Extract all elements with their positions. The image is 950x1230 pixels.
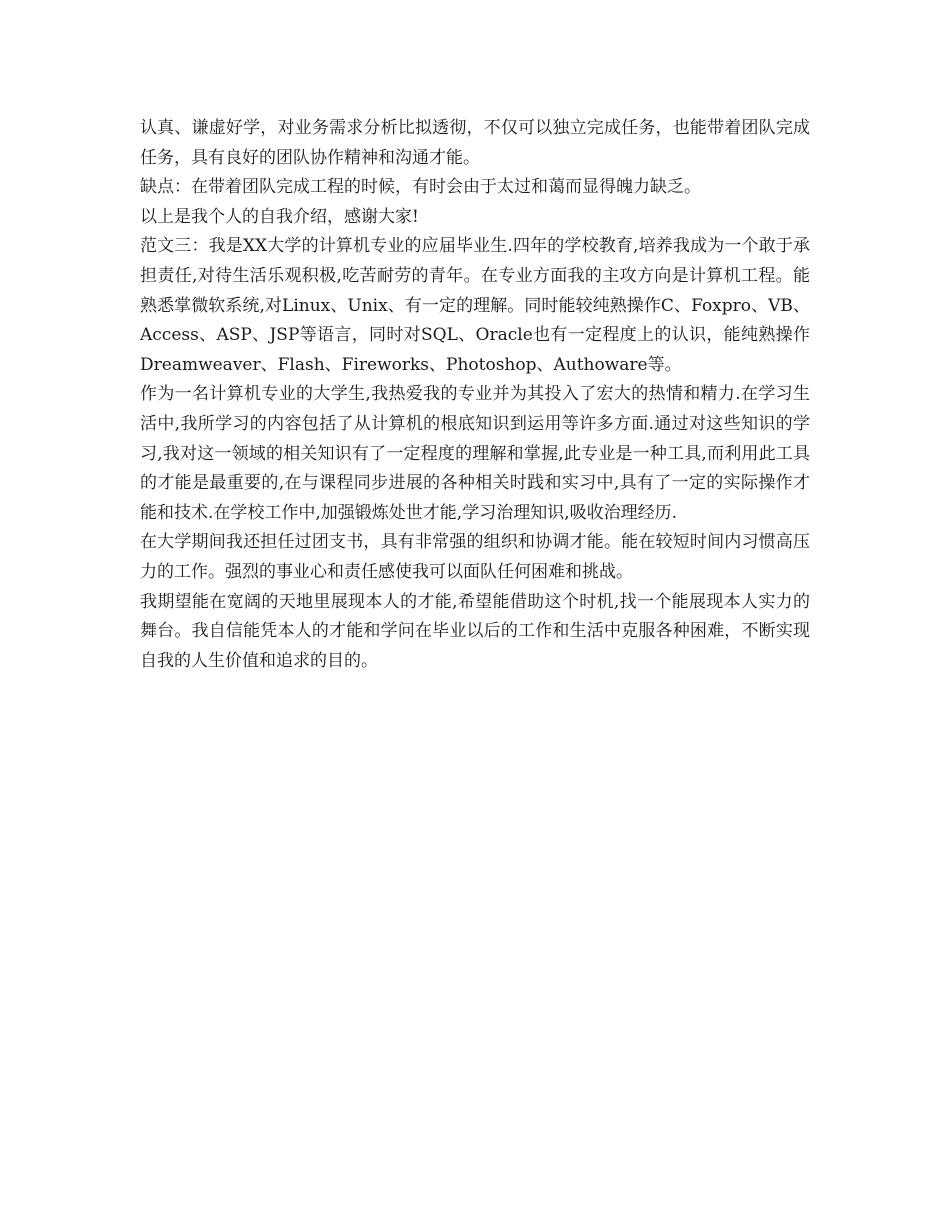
paragraph-closing: 以上是我个人的自我介绍，感谢大家! [140,206,419,227]
paragraph-aspiration: 我期望能在宽阔的天地里展现本人的才能,希望能借助这个时机,找一个能展现本人实力的舞台。我自信能凭本人的才能和学问在毕业以后的工作和生活中克服各种困难，不断实现自我的人生价值和追求的目的。 [140,591,810,671]
paragraph-study: 作为一名计算机专业的大学生,我热爱我的专业并为其投入了宏大的热情和精力.在学习生活中,我所学习的内容包括了从计算机的根底知识到运用等许多方面.通过对这些知识的学习,我对这一领域的相关知识有了一定程度的理解和掌握,此专业是一种工具,而利用此工具的才能是最重要的,在与课程同步进展的各种相关时践和实习中,具有了一定的实际操作才能和技术.在学校工作中,加强锻炼处世才能,学习治理知识,吸收治理经历. [140,384,810,523]
document-body [140,114,810,676]
paragraph-strengths: 认真、谦虚好学，对业务需求分析比拟透彻，不仅可以独立完成任务，也能带着团队完成任务，具有良好的团队协作精神和沟通才能。 [140,118,810,168]
paragraph-sample-three-intro: 范文三：我是XX大学的计算机专业的应届毕业生.四年的学校教育,培养我成为一个敢于承担责任,对待生活乐观积极,吃苦耐劳的青年。在专业方面我的主攻方向是计算机工程。能熟悉掌微软系统,对Linux、Unix、有一定的理解。同时能较纯熟操作C、Foxpro、VB、Access、ASP、JSP等语言，同时对SQL、Oracle也有一定程度上的认识，能纯熟操作Dreamweaver、Flash、Fireworks、Photoshop、Authoware等。 [140,236,810,375]
paragraph-university: 在大学期间我还担任过团支书，具有非常强的组织和协调才能。能在较短时间内习惯高压力的工作。强烈的事业心和责任感使我可以面队任何困难和挑战。 [140,532,810,582]
paragraph-weakness: 缺点：在带着团队完成工程的时候，有时会由于太过和蔼而显得魄力缺乏。 [140,177,701,198]
